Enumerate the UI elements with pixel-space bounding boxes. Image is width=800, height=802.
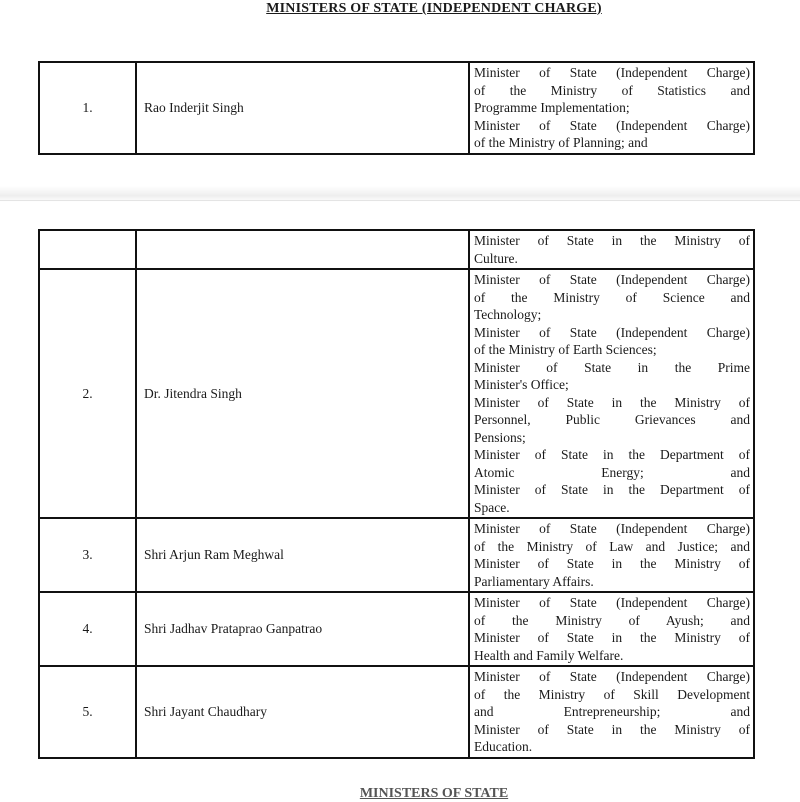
portfolio-line: Minister of State (Independent Charge) [474, 65, 750, 80]
table-row [39, 592, 754, 666]
portfolio-line: Minister of State (Independent Charge) [474, 595, 750, 610]
portfolio-line: Space. [474, 499, 510, 515]
portfolio-line: Programme Implementation; [474, 100, 630, 115]
ministers-table-page-2 [38, 229, 755, 759]
portfolio-cell [469, 230, 754, 269]
portfolio-line: Pensions; [474, 429, 526, 445]
portfolio-line: Minister of State (Independent Charge) [474, 669, 750, 684]
page-divider [0, 200, 800, 201]
serial-number-cell [39, 230, 136, 269]
table-body [39, 230, 754, 758]
portfolio-line: Minister of State (Independent Charge) [474, 324, 750, 340]
portfolio-line: Health and Family Welfare. [474, 647, 624, 663]
portfolio-line: of the Ministry of Earth Sciences; [474, 342, 657, 357]
portfolio-cell [469, 592, 754, 666]
portfolio-line: Minister of State in the Department of [474, 482, 750, 497]
serial-number-cell: 5. [39, 666, 136, 758]
portfolio-line: Minister of State in the Prime [474, 359, 750, 375]
next-section-heading: MINISTERS OF STATE [359, 786, 509, 801]
portfolio-line: of the Ministry of Law and Justice; and [474, 538, 750, 554]
serial-number-cell: 4. [39, 592, 136, 666]
serial-number-cell: 3. [39, 518, 136, 592]
portfolio-cell [469, 518, 754, 592]
minister-name-cell: Shri Jayant Chaudhary [136, 666, 469, 758]
portfolio-line: and Entrepreneurship; and [474, 704, 750, 719]
minister-name-cell: Rao Inderjit Singh [136, 62, 469, 154]
portfolio-line: Technology; [474, 307, 542, 322]
portfolio-line: Minister of State in the Department of [474, 447, 750, 462]
portfolio-cell [469, 269, 754, 518]
portfolio-line: Minister of State in the Ministry of [474, 233, 750, 248]
table-body [39, 62, 754, 154]
table-row [39, 666, 754, 758]
ministers-table-page-1 [38, 61, 755, 155]
portfolio-line: Education. [474, 739, 533, 754]
portfolio-line: Minister's Office; [474, 377, 569, 392]
table-row [39, 518, 754, 592]
portfolio-line: Minister of State (Independent Charge) [474, 117, 750, 133]
table-row [39, 230, 754, 269]
portfolio-cell [469, 62, 754, 154]
table-row [39, 269, 754, 518]
portfolio-line: of the Ministry of Planning; and [474, 135, 648, 150]
portfolio-line: Parliamentary Affairs. [474, 573, 594, 589]
portfolio-line: Minister of State (Independent Charge) [474, 272, 750, 287]
serial-number-cell: 2. [39, 269, 136, 518]
serial-number-cell: 1. [39, 62, 136, 154]
minister-name-cell: Shri Jadhav Prataprao Ganpatrao [136, 592, 469, 666]
portfolio-line: of the Ministry of Ayush; and [474, 612, 750, 628]
portfolio-line: Culture. [474, 250, 518, 266]
portfolio-cell [469, 666, 754, 758]
portfolio-line: Minister of State (Independent Charge) [474, 521, 750, 536]
portfolio-line: Minister of State in the Ministry of [474, 630, 750, 645]
page-heading: MINISTERS OF STATE (INDEPENDENT CHARGE) [266, 1, 602, 16]
portfolio-line: Atomic Energy; and [474, 464, 750, 480]
table-row [39, 62, 754, 154]
portfolio-line: Personnel, Public Grievances and [474, 412, 750, 427]
portfolio-line: Minister of State in the Ministry of [474, 721, 750, 737]
portfolio-line: Minister of State in the Ministry of [474, 394, 750, 410]
portfolio-line: of the Ministry of Statistics and [474, 82, 750, 98]
minister-name-cell: Shri Arjun Ram Meghwal [136, 518, 469, 592]
portfolio-line: of the Ministry of Science and [474, 289, 750, 305]
minister-name-cell: Dr. Jitendra Singh [136, 269, 469, 518]
portfolio-line: of the Ministry of Skill Development [474, 686, 750, 702]
portfolio-line: Minister of State in the Ministry of [474, 556, 750, 571]
minister-name-cell [136, 230, 469, 269]
